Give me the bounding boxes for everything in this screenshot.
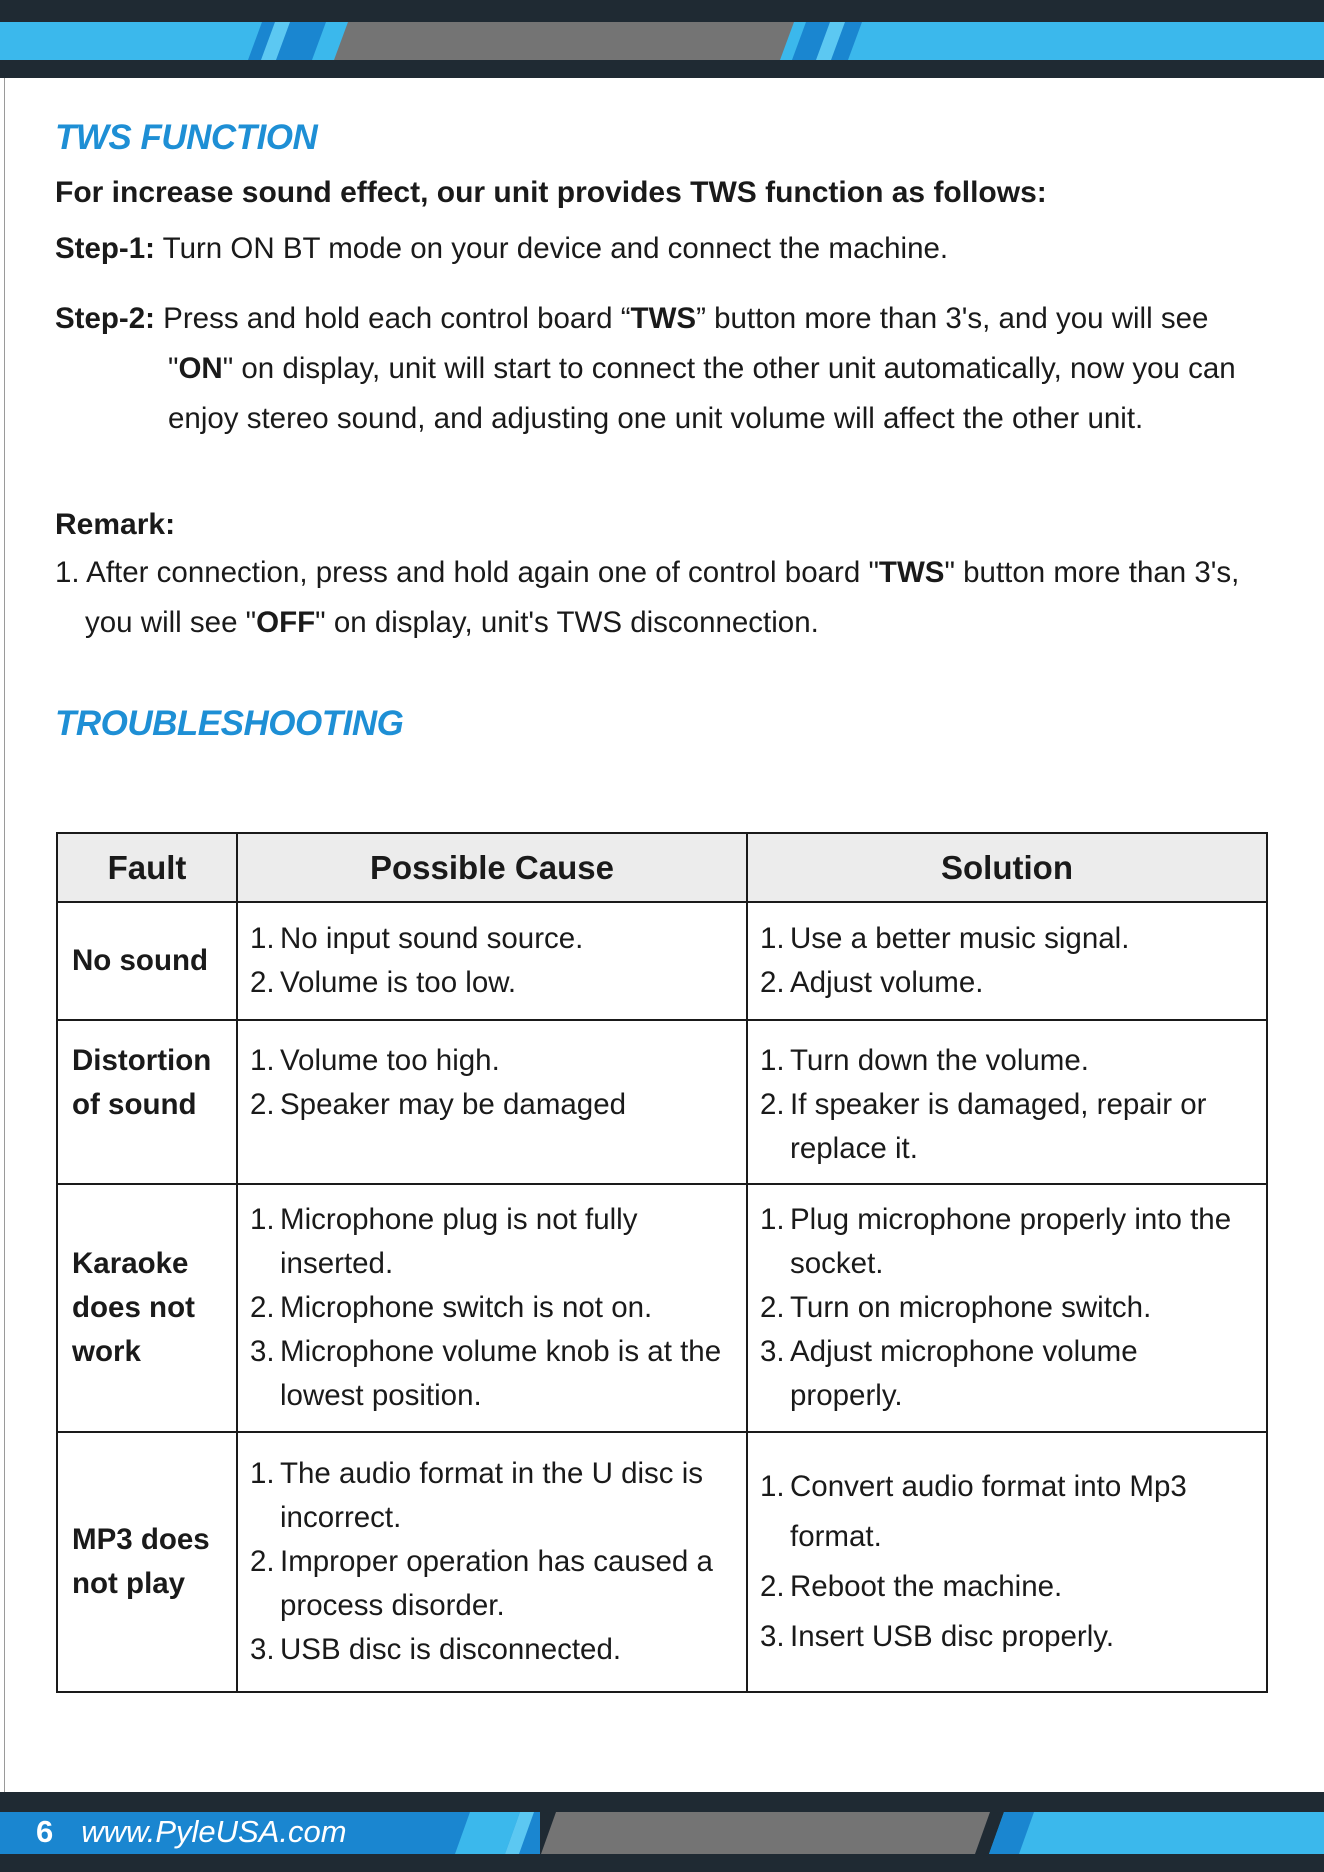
list-item: 1. Microphone plug is not fully inserted. [250, 1203, 638, 1280]
header-fault: Fault [57, 833, 237, 902]
table-row [57, 1184, 1267, 1432]
fault-cell: Karaoke does not work [57, 1184, 237, 1432]
step-1-text: Turn ON BT mode on your device and connect the machine. [154, 232, 949, 265]
troubleshooting-section-title: TROUBLESHOOTING [55, 704, 404, 743]
cause-cell [237, 1020, 747, 1184]
step-2-tws: TWS [630, 302, 697, 335]
cause-cell [237, 1432, 747, 1692]
solution-cell [747, 1432, 1267, 1692]
cause-cell [237, 1184, 747, 1432]
list-item: 1. No input sound source. [250, 922, 584, 955]
table-header-row [57, 833, 1267, 902]
list-item: 3. USB disc is disconnected. [250, 1633, 622, 1666]
list-item: 3. Insert USB disc properly. [760, 1620, 1115, 1653]
remark-tws: TWS [878, 556, 945, 589]
cause-cell [237, 902, 747, 1020]
list-item: 1. Turn down the volume. [760, 1044, 1089, 1077]
list-item: 2. Microphone switch is not on. [250, 1291, 653, 1324]
solution-cell [747, 1184, 1267, 1432]
list-item: 3. Microphone volume knob is at the lowest position. [250, 1335, 722, 1412]
solution-cell [747, 1020, 1267, 1184]
tws-section-title: TWS FUNCTION [55, 118, 318, 157]
list-item: 2. Turn on microphone switch. [760, 1291, 1152, 1324]
table-row [57, 1020, 1267, 1184]
header-band [0, 0, 1324, 78]
list-item: 1. Volume too high. [250, 1044, 500, 1077]
step-2-text-e: " on display, unit will start to connect the other unit automatically, now you can enjoy stereo sound, and adjusting one unit volume will affect the other unit. [168, 352, 1236, 435]
remark-text-e: " on display, unit's TWS disconnection. [315, 606, 819, 639]
remark-text-c: " button more than 3's, you will see " [85, 556, 1240, 639]
fault-cell: Distortion of sound [57, 1020, 237, 1184]
header-possible-cause: Possible Cause [237, 833, 747, 902]
remark-off: OFF [256, 606, 316, 639]
table-row [57, 1432, 1267, 1692]
header-solution: Solution [747, 833, 1267, 902]
remark-title: Remark: [55, 508, 176, 541]
step-1 [55, 224, 1275, 274]
page-number: 6 [36, 1814, 54, 1849]
remark-text [55, 548, 1275, 648]
solution-cell [747, 902, 1267, 1020]
tws-intro: For increase sound effect, our unit provides TWS function as follows: [55, 176, 1047, 209]
footer [36, 1812, 347, 1852]
step-2-text-a: Press and hold each control board “ [154, 302, 631, 335]
page-content [55, 118, 1275, 744]
troubleshooting-table [56, 832, 1268, 1693]
list-item: 2. Reboot the machine. [760, 1570, 1063, 1603]
list-item: 2. Speaker may be damaged [250, 1088, 627, 1121]
step-2-text-c: ” button more than 3's, and you will see " [168, 302, 1209, 385]
list-item: 1. The audio format in the U disc is incorrect. [250, 1457, 704, 1534]
list-item: 1. Convert audio format into Mp3 format. [760, 1470, 1187, 1553]
list-item: 2. Volume is too low. [250, 966, 517, 999]
fault-cell: No sound [57, 902, 237, 1020]
fault-cell: MP3 does not play [57, 1432, 237, 1692]
step-2 [55, 294, 1275, 444]
list-item: 2. Adjust volume. [760, 966, 984, 999]
list-item: 1. Plug microphone properly into the socket. [760, 1203, 1232, 1280]
step-2-label: Step-2: [55, 302, 155, 335]
website-link[interactable]: www.PyleUSA.com [81, 1814, 347, 1849]
step-2-on: ON [178, 352, 223, 385]
remark-text-a: 1. After connection, press and hold again one of control board " [55, 556, 879, 589]
list-item: 2. If speaker is damaged, repair or replace it. [760, 1088, 1207, 1165]
list-item: 3. Adjust microphone volume properly. [760, 1335, 1138, 1412]
list-item: 2. Improper operation has caused a process disorder. [250, 1545, 713, 1622]
step-1-label: Step-1: [55, 232, 155, 265]
page-edge [4, 0, 5, 1872]
table-row [57, 902, 1267, 1020]
list-item: 1. Use a better music signal. [760, 922, 1130, 955]
